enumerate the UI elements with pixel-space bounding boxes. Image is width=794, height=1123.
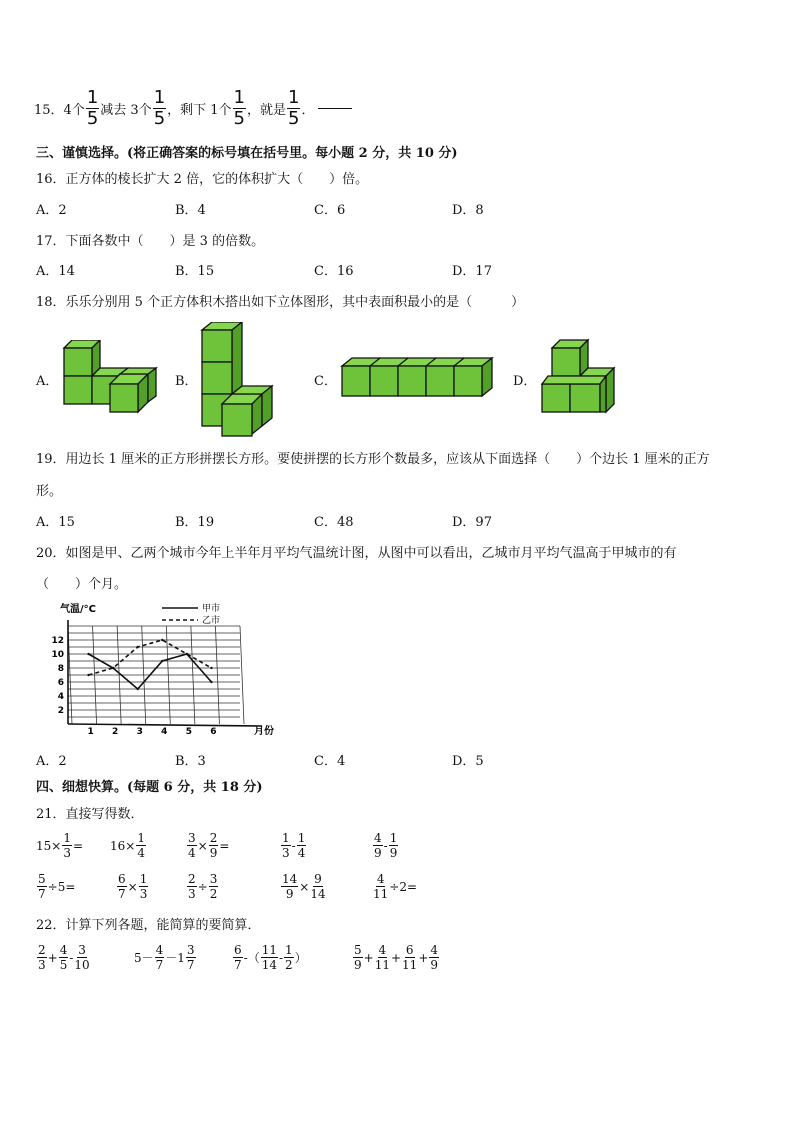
q18-option-d[interactable]: D． (513, 374, 537, 389)
q15-text-3: ，剩下 1个 (167, 102, 232, 118)
x-tick-label: 5 (185, 727, 192, 737)
q15-text-2: 减去 3个 (100, 102, 152, 118)
question-19-line1: 19．用边长 1 厘米的正方形拼摆长方形。要使拼摆的长方形个数最多，应该从下面选择（ ）个边长 1 厘米的正方 (36, 452, 710, 467)
answer-blank[interactable] (318, 108, 352, 109)
fraction: $\frac{1}{5}$ (153, 86, 166, 129)
legend-label-yi: 乙市 (202, 616, 221, 626)
q19-option-c[interactable]: C．48 (314, 515, 354, 530)
question-22-title: 22．计算下列各题，能简算的要简算． (36, 918, 261, 933)
data-point (87, 674, 89, 676)
data-point (112, 667, 114, 669)
question-21-title: 21．直接写得数． (36, 807, 144, 822)
y-tick-label: 4 (57, 692, 64, 702)
fraction: $\frac{1}{5}$ (233, 86, 245, 129)
q16-option-b[interactable]: B．4 (175, 203, 206, 218)
q21-item-9: $\frac{14}{9}$ × $\frac{9}{14}$ (282, 872, 326, 901)
q22-expression-2: 5－ $\frac{4}{7}$ －1 $\frac{3}{7}$ (134, 943, 195, 972)
y-tick-label: 12 (51, 636, 64, 646)
q15-text-5: ． (301, 102, 315, 118)
temperature-line-chart (40, 600, 290, 740)
q16-option-d[interactable]: D．8 (452, 203, 484, 218)
fraction: $\frac{1}{5}$ (86, 86, 99, 129)
question-19-line2: 形。 (36, 484, 63, 499)
legend-label-jia: 甲市 (202, 604, 221, 614)
x-tick-label: 1 (87, 727, 94, 737)
x-tick-label: 2 (112, 727, 119, 737)
q19-option-b[interactable]: B．19 (175, 515, 215, 530)
q21-item-6: $\frac{5}{7}$ ÷5= (38, 872, 76, 901)
q15-text-1: 4个 (63, 102, 85, 118)
grid-line-vertical (240, 626, 244, 724)
cube-figure-c (340, 356, 496, 400)
section-4-heading: 四、细想快算。(每题 6 分，共 18 分) (36, 780, 263, 795)
q21-item-8: $\frac{2}{3}$ ÷ $\frac{3}{2}$ (188, 872, 218, 901)
question-16: 16．正方体的棱长扩大 2 倍，它的体积扩大（ ）倍。 (36, 172, 369, 187)
fraction: $\frac{1}{5}$ (288, 86, 300, 129)
x-tick-label: 6 (210, 727, 217, 737)
q20-option-a[interactable]: A．2 (36, 754, 67, 769)
q21-item-5: $\frac{4}{9}$ - $\frac{1}{9}$ (374, 831, 398, 860)
data-point (137, 688, 139, 690)
q20-option-c[interactable]: C．4 (314, 754, 346, 769)
q21-item-1: 15× $\frac{1}{3}$ = (36, 831, 84, 860)
q22-expression-3: $\frac{6}{7}$ -（ $\frac{11}{14}$ - $\frac{1}{2}$ ） (234, 943, 307, 972)
x-axis-label: 月份 (254, 726, 274, 737)
data-point (87, 653, 89, 655)
chart-legend (162, 602, 220, 626)
y-tick-label: 2 (57, 706, 64, 716)
data-point (210, 681, 212, 683)
question-15 (34, 86, 352, 130)
q19-option-a[interactable]: A．15 (36, 515, 75, 530)
cube-figure-d (540, 338, 620, 416)
cube-figure-a (62, 340, 162, 416)
q17-option-c[interactable]: C．16 (314, 264, 354, 279)
data-point (161, 639, 163, 641)
q18-option-a[interactable]: A． (36, 374, 59, 389)
q16-option-a[interactable]: A．2 (36, 203, 67, 218)
question-20-line2: （ ）个月。 (36, 577, 128, 592)
q18-option-b[interactable]: B． (175, 374, 198, 389)
x-tick-label: 3 (136, 727, 143, 737)
q16-option-c[interactable]: C．6 (314, 203, 346, 218)
question-18: 18．乐乐分别用 5 个正方体积木搭出如下立体图形，其中表面积最小的是（ ） (36, 295, 525, 310)
cube-figure-b (200, 322, 280, 440)
x-axis (68, 724, 262, 726)
data-point (210, 667, 212, 669)
q21-item-2: 16× $\frac{1}{4}$ (110, 831, 145, 860)
data-point (137, 646, 139, 648)
data-point (186, 653, 188, 655)
question-17: 17．下面各数中（ ）是 3 的倍数。 (36, 234, 265, 249)
section-3-heading: 三、谨慎选择。(将正确答案的标号填在括号里。每小题 2 分，共 10 分) (36, 146, 458, 161)
y-axis-label: 气温/°C (60, 604, 96, 615)
q20-option-b[interactable]: B．3 (175, 754, 206, 769)
q22-expression-1: $\frac{2}{3}$ + $\frac{4}{5}$ - $\frac{3}{10}$ (38, 943, 90, 972)
y-tick-label: 6 (57, 678, 64, 688)
x-tick-label: 4 (161, 727, 168, 737)
q19-option-d[interactable]: D．97 (452, 515, 492, 530)
q21-item-4: $\frac{1}{3}$ - $\frac{1}{4}$ (282, 831, 306, 860)
q20-option-d[interactable]: D．5 (452, 754, 484, 769)
y-tick-label: 8 (57, 664, 64, 674)
question-20-line1: 20．如图是甲、乙两个城市今年上半年月平均气温统计图，从图中可以看出，乙城市月平均气温高于甲城市的有 (36, 546, 677, 561)
q17-option-d[interactable]: D．17 (452, 264, 492, 279)
q21-item-10: $\frac{4}{11}$ ÷2= (373, 872, 418, 901)
y-tick-label: 10 (51, 650, 64, 660)
q21-item-7: $\frac{6}{7}$ × $\frac{1}{3}$ (118, 872, 148, 901)
q17-option-b[interactable]: B．15 (175, 264, 215, 279)
q15-number: 15． (34, 102, 64, 118)
data-point (161, 660, 163, 662)
q22-expression-4: $\frac{5}{9}$ + $\frac{4}{11}$ + $\frac{6}{11}$ + $\frac{4}{9}$ (354, 943, 439, 972)
q18-option-c[interactable]: C． (314, 374, 337, 389)
q15-text-4: ，就是 (247, 102, 287, 118)
q21-item-3: $\frac{3}{4}$ × $\frac{2}{9}$ = (188, 831, 230, 860)
q17-option-a[interactable]: A．14 (36, 264, 75, 279)
